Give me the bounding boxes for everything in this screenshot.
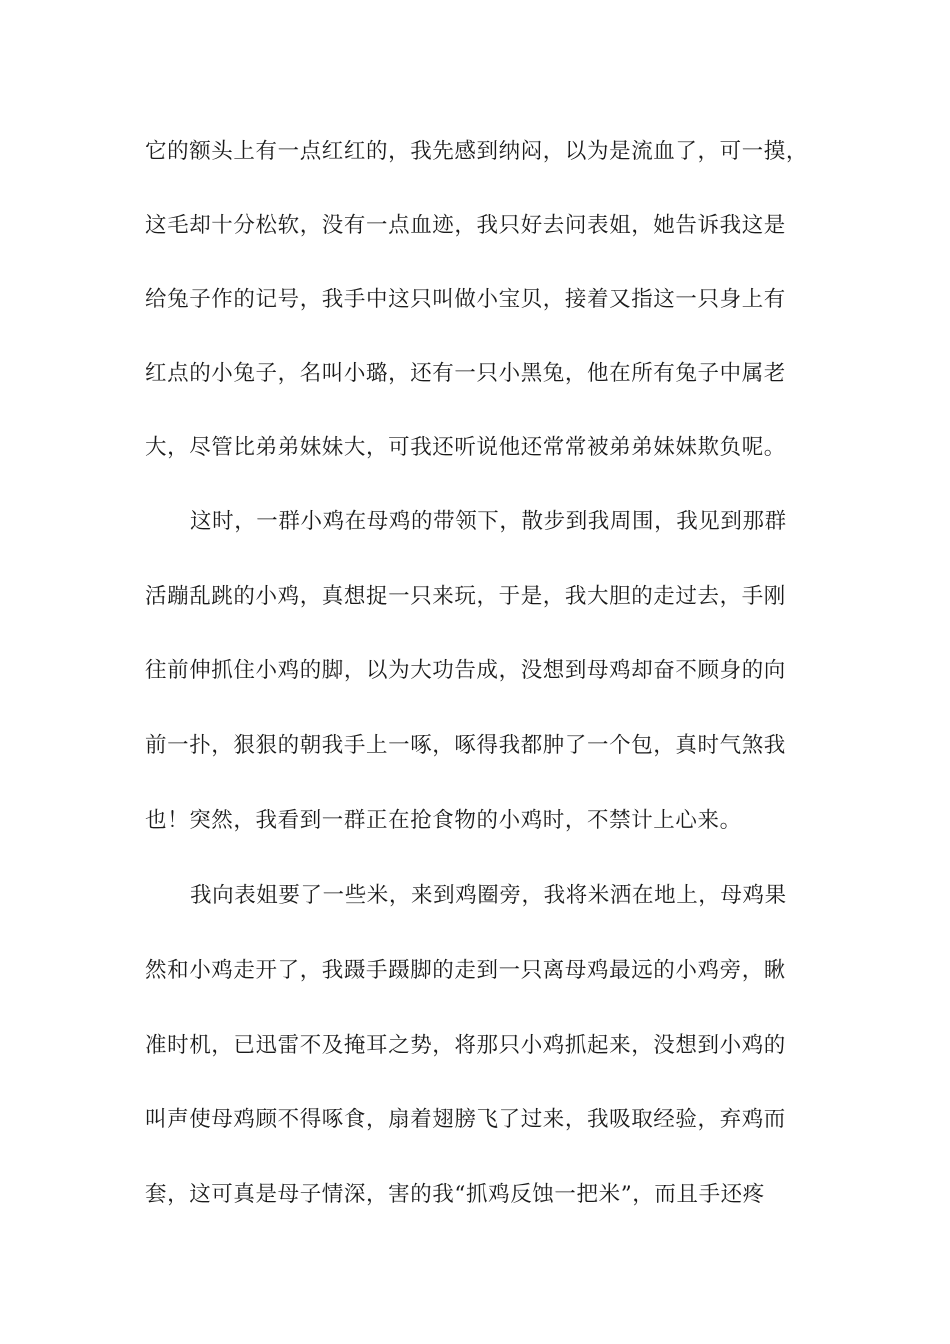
text-line: 活蹦乱跳的小鸡，真想捉一只来玩，于是，我大胆的走过去，手刚 [145,584,786,609]
text-line: 往前伸抓住小鸡的脚，以为大功告成，没想到母鸡却奋不顾身的向 [145,658,786,683]
text-line: 给兔子作的记号，我手中这只叫做小宝贝，接着又指这一只身上有 [145,287,786,312]
text-line: 套，这可真是母子情深，害的我“抓鸡反蚀一把米”，而且手还疼 [145,1182,765,1207]
text-line: 也！突然，我看到一群正在抢食物的小鸡时，不禁计上心来。 [145,808,742,833]
text-line: 前一扑，狠狠的朝我手上一啄，啄得我都肿了一个包，真时气煞我 [145,733,786,758]
text-line: 红点的小兔子，名叫小璐，还有一只小黑兔，他在所有兔子中属老 [145,361,786,386]
text-line: 准时机，已迅雷不及掩耳之势，将那只小鸡抓起来，没想到小鸡的 [145,1033,786,1058]
text-line: 叫声使母鸡顾不得啄食，扇着翅膀飞了过来，我吸取经验，弃鸡而 [145,1107,786,1132]
text-line: 这毛却十分松软，没有一点血迹，我只好去问表姐，她告诉我这是 [145,213,786,238]
paragraph-first-line: 我向表姐要了一些米，来到鸡圈旁，我将米洒在地上，母鸡果 [190,883,787,908]
text-line: 然和小鸡走开了，我蹑手蹑脚的走到一只离母鸡最远的小鸡旁，瞅 [145,958,786,983]
text-line: 它的额头上有一点红红的，我先感到纳闷，以为是流血了，可一摸， [145,139,809,164]
text-line: 大，尽管比弟弟妹妹大，可我还听说他还常常被弟弟妹妹欺负呢。 [145,435,786,460]
paragraph-first-line: 这时，一群小鸡在母鸡的带领下，散步到我周围，我见到那群 [190,509,787,534]
